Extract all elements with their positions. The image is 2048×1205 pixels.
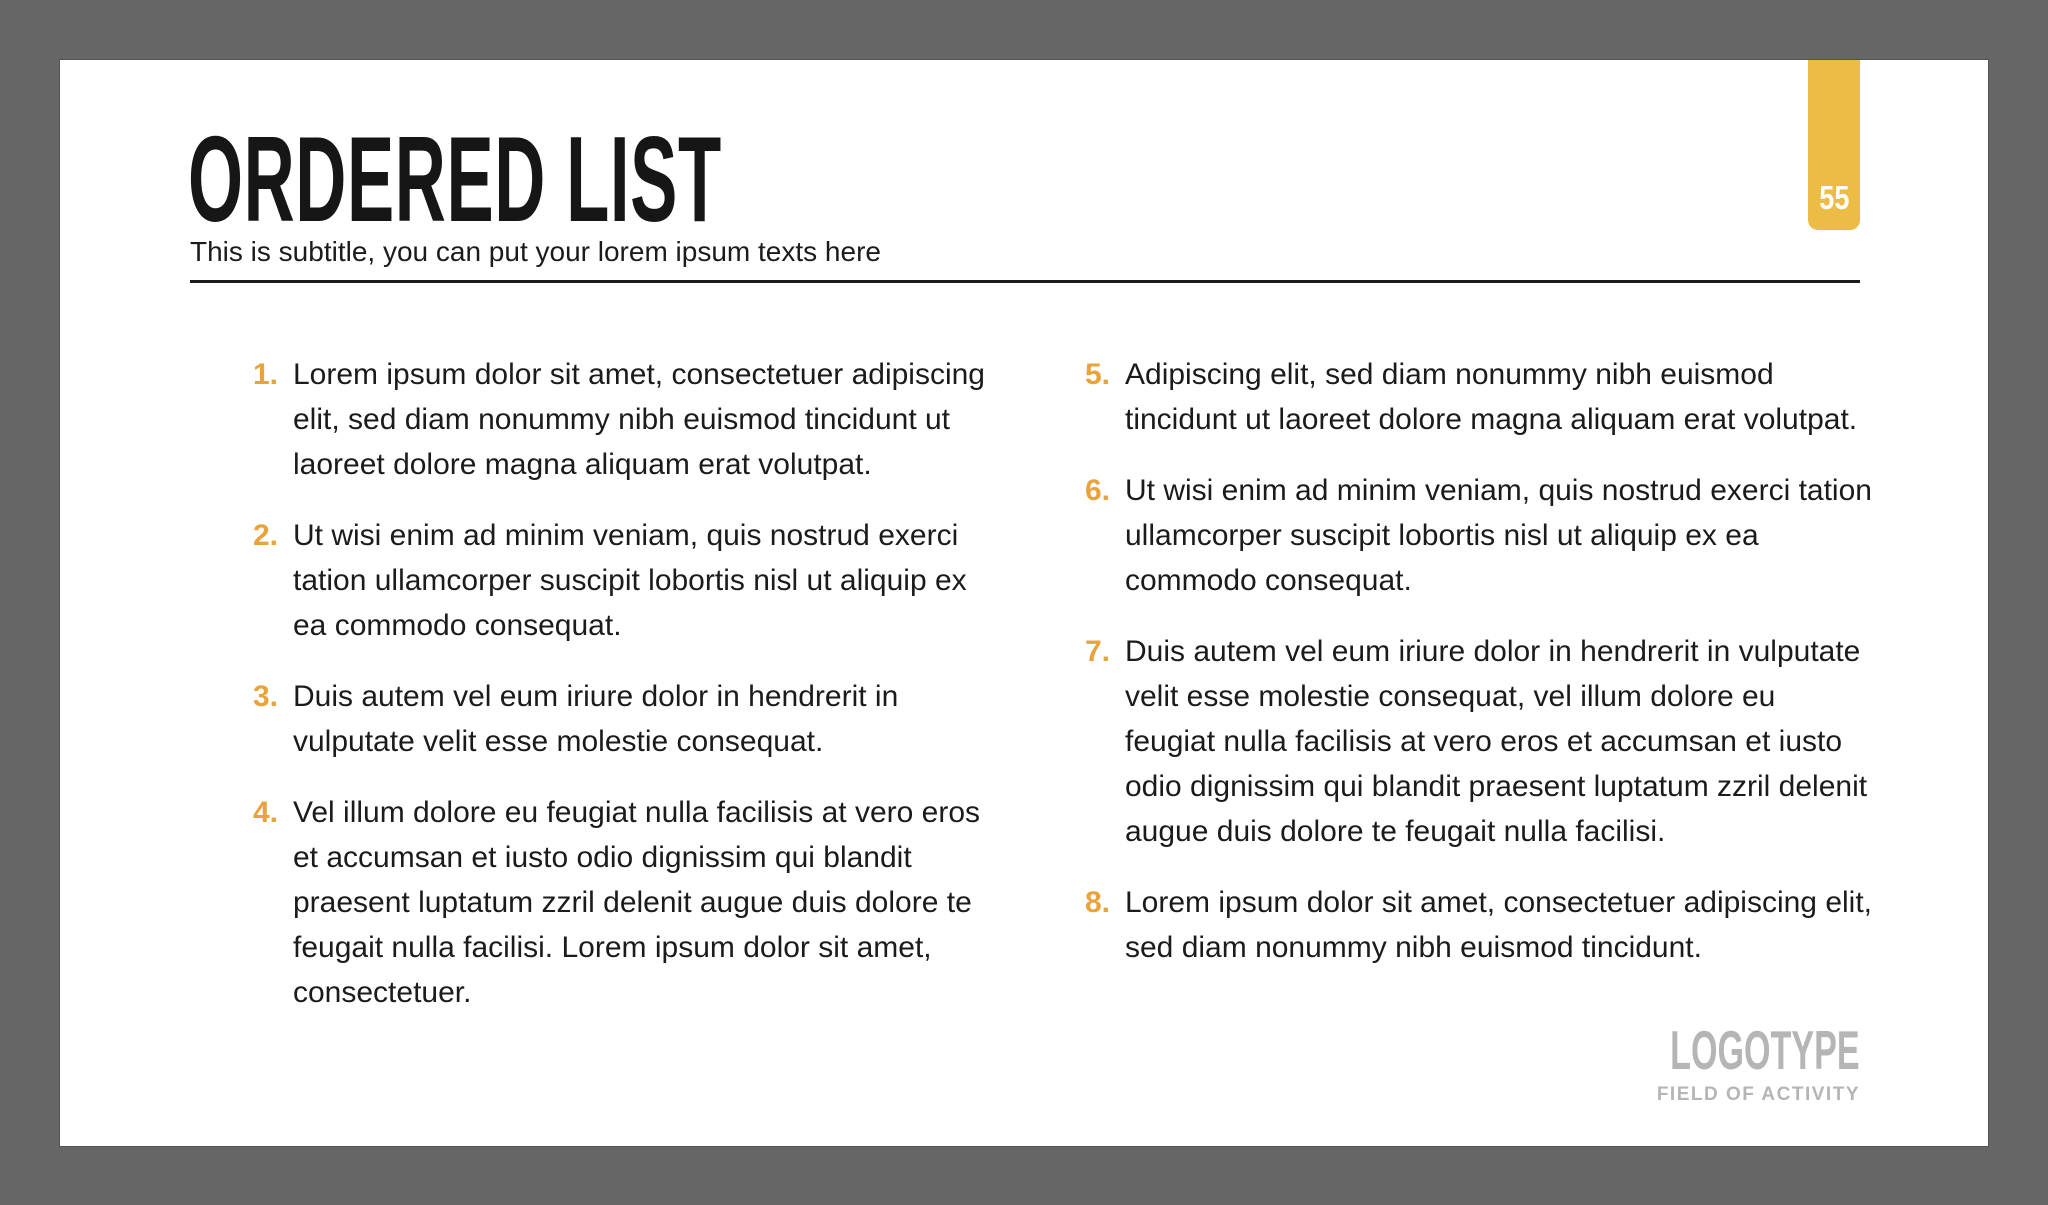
list-item-text: Duis autem vel eum iriure dolor in hendrerit in vulputate velit esse molestie consequat, vel illum dolore eu feugiat nulla facilisis at vero eros et accumsan et iusto odio dignissim qui blandit praesent luptatum zzril delenit augue duis dolore te feugait nulla facilisi. xyxy=(1125,635,1868,848)
slide-canvas xyxy=(60,60,1988,1146)
list-item-text: Adipiscing elit, sed diam nonummy nibh euismod tincidunt ut laoreet dolore magna aliquam erat volutpat. xyxy=(1125,358,1858,436)
list-item-number: 7. xyxy=(1085,635,1111,668)
page-subtitle: This is subtitle, you can put your lorem ipsum texts here xyxy=(190,236,881,267)
list-item xyxy=(1085,352,1875,442)
list-item xyxy=(253,513,1003,648)
list-item-number: 4. xyxy=(253,796,279,829)
page-number-tab xyxy=(1808,60,1860,230)
list-item-text: Duis autem vel eum iriure dolor in hendrerit in vulputate velit esse molestie consequat. xyxy=(293,680,899,758)
logotype-tagline: FIELD OF ACTIVITY xyxy=(1656,1084,1860,1105)
list-item xyxy=(253,674,1003,764)
list-item-number: 8. xyxy=(1085,886,1111,919)
list-item xyxy=(253,790,1003,1015)
list-item-number: 1. xyxy=(253,358,279,391)
ordered-list-column-left xyxy=(253,352,1003,1041)
list-item xyxy=(253,352,1003,487)
logotype-block xyxy=(1554,1019,1860,1106)
list-item-text: Lorem ipsum dolor sit amet, consectetuer adipiscing elit, sed diam nonummy nibh euismod tincidunt ut laoreet dolore magna aliquam erat volutpat. xyxy=(293,358,985,481)
list-item xyxy=(1085,880,1875,970)
list-item xyxy=(1085,629,1875,854)
list-item-text: Ut wisi enim ad minim veniam, quis nostrud exerci tation ullamcorper suscipit lobortis nisl ut aliquip ex ea commodo consequat. xyxy=(1125,474,1872,597)
logotype-text: LOGOTYPE xyxy=(1670,1019,1860,1081)
list-item-number: 6. xyxy=(1085,474,1111,507)
list-item-number: 5. xyxy=(1085,358,1111,391)
header-divider xyxy=(190,280,1860,283)
ordered-list-column-right xyxy=(1085,352,1875,996)
page-title: ORDERED LIST xyxy=(188,111,722,247)
list-item-number: 2. xyxy=(253,519,279,552)
list-item-number: 3. xyxy=(253,680,279,713)
list-item-text: Vel illum dolore eu feugiat nulla facilisis at vero eros et accumsan et iusto odio dignissim qui blandit praesent luptatum zzril delenit augue duis dolore te feugait nulla facilisi. Lorem ipsum dolor sit amet, consectetuer. xyxy=(293,796,981,1009)
list-item-text: Lorem ipsum dolor sit amet, consectetuer adipiscing elit, sed diam nonummy nibh euismod tincidunt. xyxy=(1125,886,1873,964)
list-item-text: Ut wisi enim ad minim veniam, quis nostrud exerci tation ullamcorper suscipit lobortis nisl ut aliquip ex ea commodo consequat. xyxy=(293,519,967,642)
list-item xyxy=(1085,468,1875,603)
page-number: 55 xyxy=(1818,179,1850,216)
